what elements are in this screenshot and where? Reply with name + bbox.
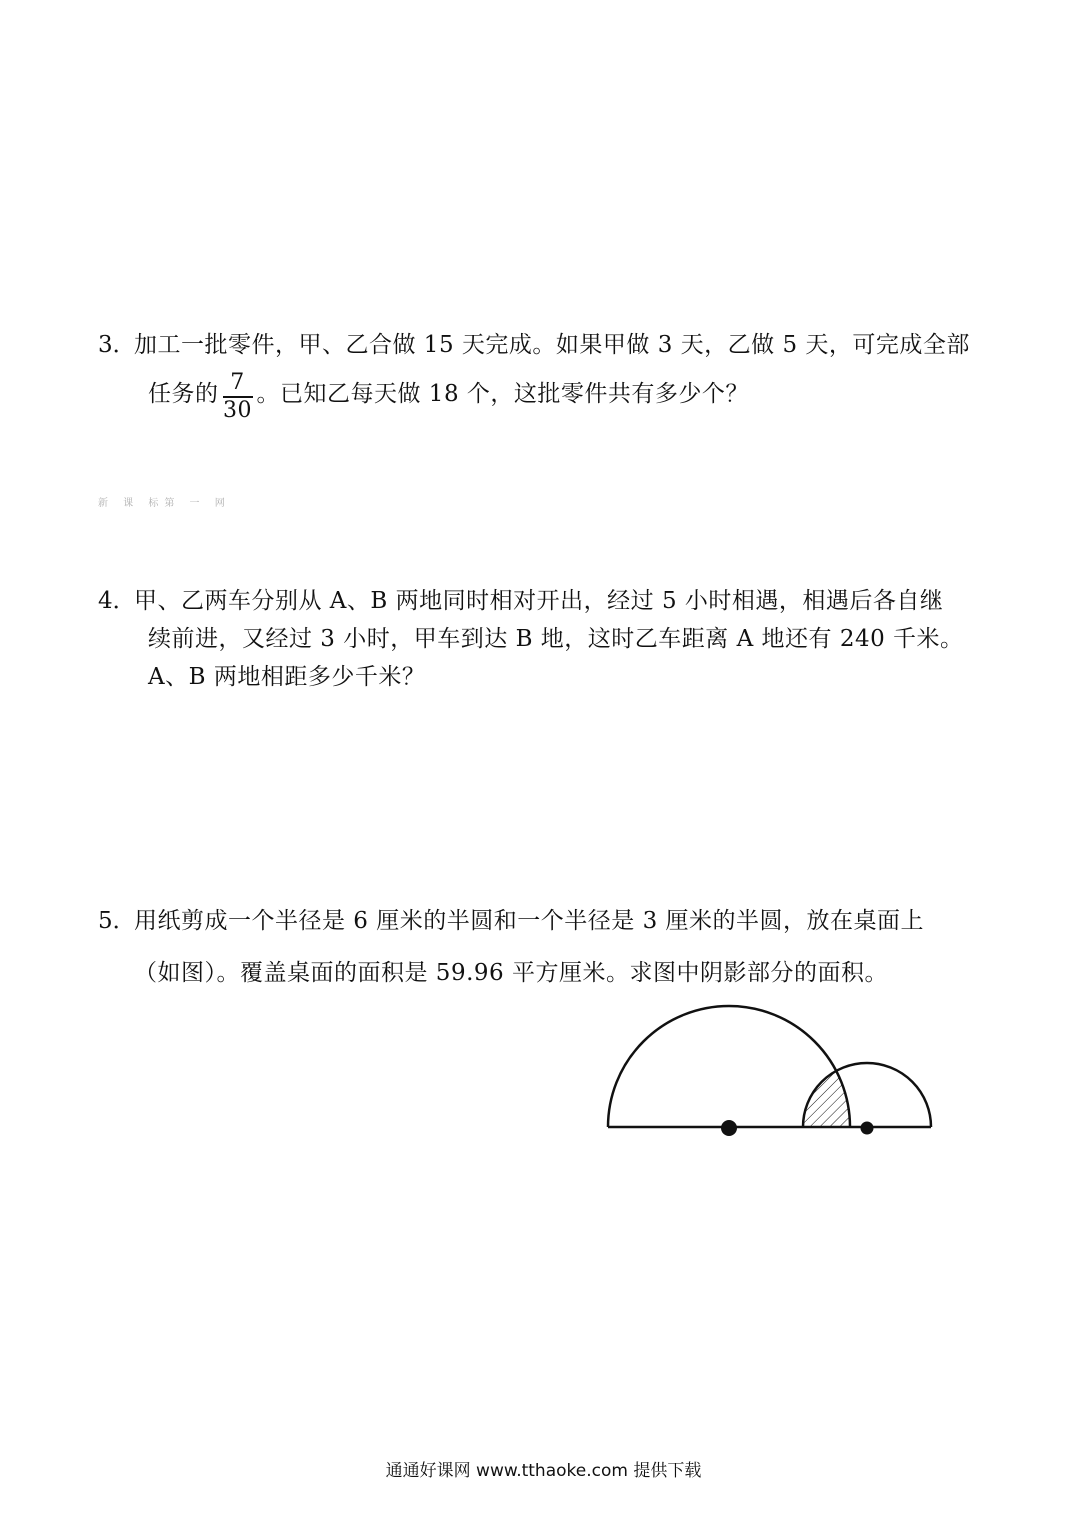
problem-5-line-2: （如图）。覆盖桌面的面积是 59.96 平方厘米。求图中阴影部分的面积。 <box>134 960 888 986</box>
footer-text: 通通好课网 www.tthaoke.com 提供下载 <box>385 1461 702 1481</box>
problem-3-line-2 <box>148 368 749 422</box>
problem-4-number: 4． <box>98 588 136 614</box>
fraction-denominator: 30 <box>223 398 252 423</box>
problem-3-text-before-fraction: 任务的 <box>148 381 219 407</box>
problem-5-line-1: 用纸剪成一个半径是 6 厘米的半圆和一个半径是 3 厘米的半圆，放在桌面上 <box>134 908 925 934</box>
fraction-numerator: 7 <box>230 370 245 395</box>
problem-5-number: 5． <box>98 908 136 934</box>
shaded-overlap-region <box>803 1063 931 1127</box>
semicircles-figure <box>590 990 950 1150</box>
problem-4-line-2: 续前进，又经过 3 小时，甲车到达 B 地，这时乙车距离 A 地还有 240 千米。 <box>148 626 964 652</box>
problem-3-number: 3． <box>98 332 136 358</box>
large-center-dot <box>721 1120 737 1136</box>
problem-3-line-1: 加工一批零件，甲、乙合做 15 天完成。如果甲做 3 天，乙做 5 天，可完成全部 <box>134 332 970 358</box>
watermark-text: 新 课 标第 一 网 <box>98 498 231 509</box>
problem-3-fraction <box>223 370 253 424</box>
problem-4-line-3: A、B 两地相距多少千米？ <box>148 664 426 690</box>
small-center-dot <box>861 1122 874 1135</box>
problem-3-text-after-fraction: 。已知乙每天做 18 个，这批零件共有多少个？ <box>256 381 749 407</box>
problem-4-line-1: 甲、乙两车分别从 A、B 两地同时相对开出，经过 5 小时相遇，相遇后各自继 <box>134 588 944 614</box>
